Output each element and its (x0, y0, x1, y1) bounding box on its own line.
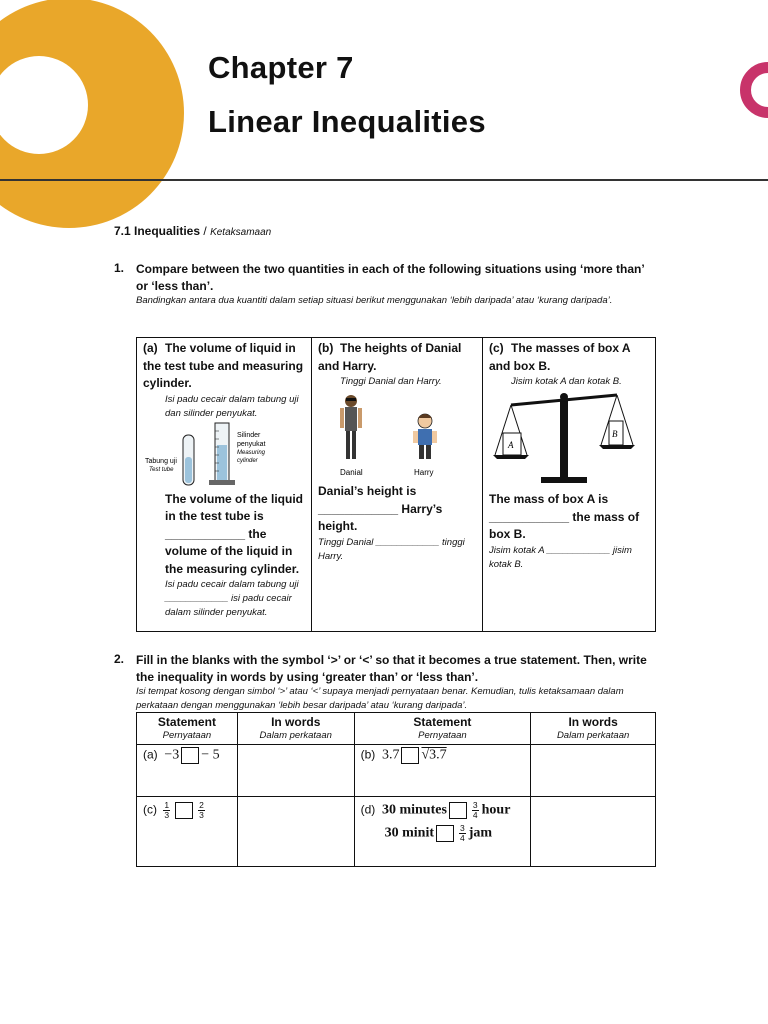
q2d-answer-box-2[interactable] (436, 825, 454, 842)
q2d-statement: (d) 30 minutes $\frac{3}{4}$ hour 30 minit $\frac{3}{4}$ jam (354, 797, 531, 867)
q1b-statement-ms: Tinggi Danial ____________ tinggi Harry. (318, 536, 465, 562)
q2a-statement: (a) −3 − 5 (137, 745, 238, 797)
pink-ring-decoration (740, 62, 768, 118)
svg-text:Harry: Harry (414, 468, 434, 477)
q1-table (136, 337, 656, 632)
q2c-statement: (c) $\frac{1}{3}$ $\frac{2}{3}$ (137, 797, 238, 867)
svg-text:A: A (508, 440, 514, 450)
q2a-words-field[interactable] (237, 745, 354, 797)
q1a-title-ms: Isi padu cecair dalam tabung uji dan silinder penyukat. (165, 393, 299, 419)
q1c-statement: The mass of box A is ____________ the mass of box B. (489, 492, 640, 541)
q1a-statement: The volume of the liquid in the test tube is ____________ the volume of the liquid in the measuring cylinder. (165, 491, 303, 576)
header-divider (0, 179, 768, 181)
q2d-words-field[interactable] (531, 797, 656, 867)
q2-header-statement-2: Statement Pernyataan (354, 713, 531, 745)
q1b-title-ms: Tinggi Danial dan Harry. (340, 376, 442, 387)
q2-text-ms: Isi tempat kosong dengan simbol ‘>’ atau ‘<’ supaya menjadi pernyataan benar. Kemudian, tulis ketaksamaan dalam perkataan dengan menggunakan ‘lebih besar daripada’ atau ‘kurang daripada’. (136, 686, 624, 711)
q2b-answer-box[interactable] (401, 747, 419, 764)
danial-harry-illustration (318, 391, 478, 483)
q2-text: Fill in the blanks with the symbol ‘>’ or ‘<’ so that it becomes a true statement. Then, write the inequality in words by using ‘greater than’ or ‘less than’. (136, 653, 647, 684)
q2-header-words-1: In words Dalam perkataan (237, 713, 354, 745)
q1b-title: The heights of Danial and Harry. (318, 341, 462, 373)
q1-text-ms: Bandingkan antara dua kuantiti dalam setiap situasi berikut menggunakan ‘lebih daripada’ atau ‘kurang daripada’. (136, 295, 613, 306)
q2b-statement: (b) 3.7 √3.7 (354, 745, 531, 797)
q1-cell-c: (c) The masses of box A and box B. Jisim kotak A dan kotak B. A B The mass of box A is ____________ the mass of box B. Jisim kotak A ____________ jisim kotak B. (483, 338, 655, 631)
q1-text: Compare between the two quantities in each of the following situations using ‘more than’ or ‘less than’. (136, 262, 645, 293)
svg-text:Tabung uji: Tabung uji (145, 457, 177, 465)
q2c-answer-box[interactable] (175, 802, 193, 819)
svg-text:Measuring: Measuring (237, 449, 266, 456)
section-heading: 7.1 Inequalities / Ketaksamaan (114, 224, 272, 238)
q1a-statement-ms: Isi padu cecair dalam tabung uji ____________ isi padu cecair dalam silinder penyukat. (165, 579, 299, 618)
q1b-statement: Danial’s height is ____________ Harry’s height. (318, 484, 443, 533)
svg-text:B: B (612, 429, 618, 439)
svg-text:Danial: Danial (340, 468, 363, 477)
q1a-title: The volume of liquid in the test tube and measuring cylinder. (143, 341, 304, 390)
chapter-title: Linear Inequalities (208, 104, 486, 139)
balance-scale-illustration (489, 391, 649, 487)
q1-cell-a: (a) The volume of liquid in the test tube and measuring cylinder. Isi padu cecair dalam tabung uji dan silinder penyukat. Tabung uji Test tube Silinder penyukat Measuring cylinder The volume of the liquid in the test tube is ____________ the volume of the liquid in the measuring cylinder. Isi padu cecair dalam tabung uji ____________ isi padu cecair dalam silinder penyukat. (137, 338, 312, 631)
chapter-number: Chapter 7 (208, 50, 354, 85)
q2a-answer-box[interactable] (181, 747, 199, 764)
svg-text:cylinder: cylinder (237, 457, 258, 464)
q1c-title-ms: Jisim kotak A dan kotak B. (511, 376, 622, 387)
q2-number: 2. (114, 652, 125, 666)
q2-header-statement-1: Statement Pernyataan (137, 713, 238, 745)
svg-text:penyukat: penyukat (237, 440, 266, 448)
q2c-words-field[interactable] (237, 797, 354, 867)
svg-text:Silinder: Silinder (237, 431, 261, 439)
q1c-statement-ms: Jisim kotak A ____________ jisim kotak B. (489, 544, 632, 570)
test-tube-cylinder-illustration (145, 421, 305, 489)
q2d-answer-box-1[interactable] (449, 802, 467, 819)
q1-number: 1. (114, 261, 125, 275)
q1-cell-b: (b) The heights of Danial and Harry. Tinggi Danial dan Harry. Danial Harry Danial’s height is ____________ Harry’s height. Tinggi Danial ____________ tinggi Harry. (312, 338, 483, 631)
q1c-title: The masses of box A and box B. (489, 341, 631, 373)
q2-header-words-2: In words Dalam perkataan (531, 713, 656, 745)
q2b-words-field[interactable] (531, 745, 656, 797)
orange-ring-decoration (0, 0, 184, 228)
svg-text:Test tube: Test tube (149, 466, 174, 473)
q2-table (136, 712, 656, 867)
